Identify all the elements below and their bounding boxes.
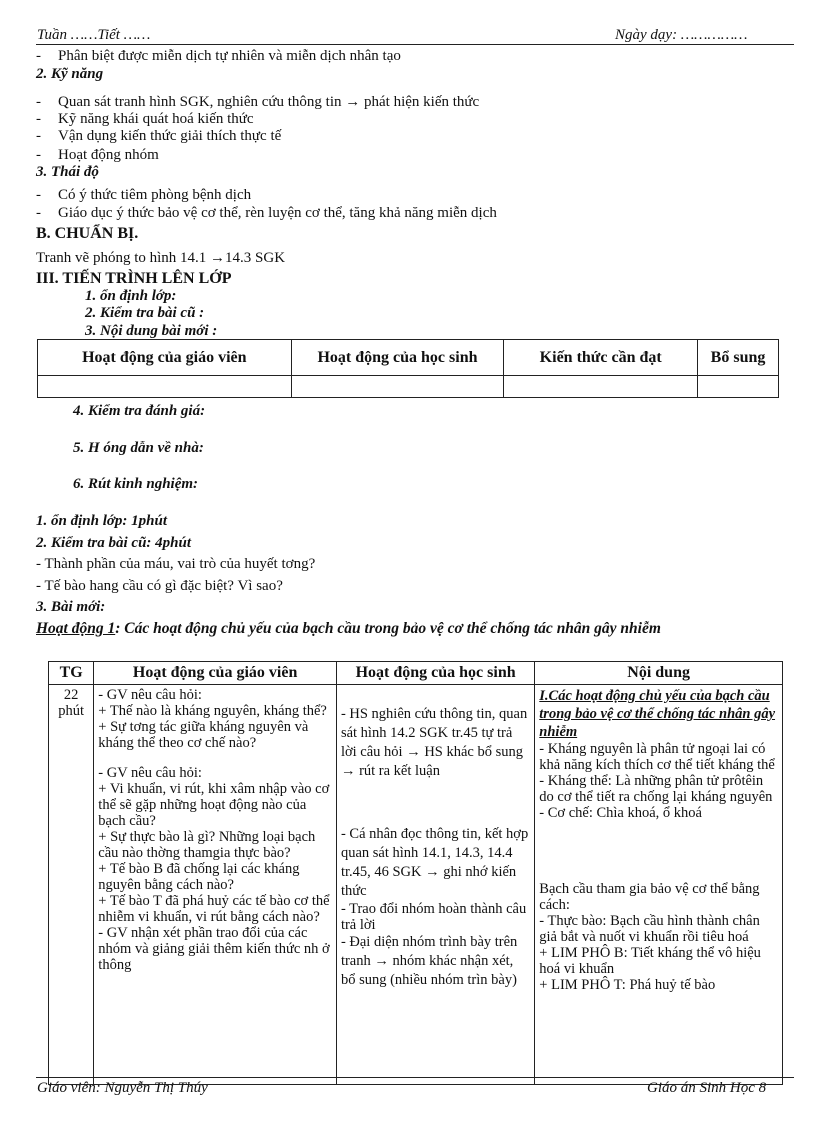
footer-subject: Giáo án Sinh Học 8 (647, 1080, 767, 1096)
table-header: Hoạt động của giáo viên (94, 662, 337, 685)
objective-item: - Phân biệt được miễn dịch tự nhiên và miễn dịch nhân tạo (36, 48, 401, 64)
skill-item: - Hoạt động nhóm (36, 147, 159, 163)
homework-heading: 5. H óng dẫn về nhà: (73, 440, 204, 456)
table-header: TG (49, 662, 94, 685)
review-question: - Tế bào hang cầu có gì đặc biệt? Vì sao? (36, 578, 283, 594)
lesson-step: 3. Bài mới: (36, 599, 106, 615)
time-cell: 22 phút (49, 685, 94, 1085)
prep-heading: B. CHUẨN BỊ. (36, 225, 139, 242)
table-header: Nội dung (535, 662, 783, 685)
content-cell: I.Các hoạt động chủ yếu của bạch cầu trong bảo vệ cơ thể chống tác nhân gây nhiễm - Kháng nguyên là phân tử ngoại lai có khả năng kích thích cơ thể tiết kháng thể - Kháng thể: Là những phân tử prôtêin do cơ thể tiết ra chống lại kháng nguyên - Cơ chế: Chìa khoá, ổ khoá Bạch cầu tham gia bảo vệ cơ thể bằng cách: - Thực bào: Bạch cầu hình thành chân giả bắt và nuốt vi khuẩn rồi tiêu hoá + LIM PHÔ B: Tiết kháng thể vô hiệu hoá vi khuẩn + LIM PHÔ T: Phá huỷ tế bào (535, 685, 783, 1085)
teacher-activity-cell: - GV nêu câu hỏi: + Thế nào là kháng nguyên, kháng thể? + Sự tơng tác giữa kháng nguyên và kháng thể theo cơ chế nào? - GV nêu câu hỏi: + Vi khuẩn, vi rút, khi xâm nhập vào cơ thể sẽ gặp những hoạt động nào của bạch cầu? + Sự thực bào là gì? Những loại bạch cầu nào thờng thamgia thực bào? + Tế bào B đã chống lại các kháng nguyên bằng cách nào? + Tế bào T đã phá huỷ các tế bào cơ thể nhiễm vi khuẩn, vi rút bằng cách nào? - GV nhận xét phần trao đổi của các nhóm và giảng giải thêm kiến thức nh ở thông (94, 685, 337, 1085)
review-question: - Thành phần của máu, vai trò của huyết tơng? (36, 556, 316, 572)
skill-item: - Vận dụng kiến thức giải thích thực tế (36, 128, 282, 144)
skill-item: - Kỹ năng khái quát hoá kiến thức (36, 111, 254, 127)
attitude-item: - Có ý thức tiêm phòng bệnh dịch (36, 187, 252, 203)
header-rule (36, 44, 794, 45)
table-header: Hoạt động của giáo viên (38, 340, 292, 376)
skill-item: - Quan sát tranh hình SGK, nghiên cứu thông tin → phát hiện kiến thức (36, 94, 480, 110)
attitude-item: - Giáo dục ý thức bảo vệ cơ thể, rèn luyện cơ thể, tăng khả năng miễn dịch (36, 205, 497, 221)
activity-table (48, 661, 783, 1085)
lesson-plan-table (37, 339, 779, 398)
process-step: 1. ổn định lớp: (85, 288, 177, 304)
activity-title: Hoạt động 1: Các hoạt động chủ yếu của bạch cầu trong bảo vệ cơ thể chống tác nhân gây nhiễm (36, 620, 661, 637)
table-header: Bổ sung (698, 340, 779, 376)
table-header: Hoạt động của học sinh (336, 662, 534, 685)
experience-heading: 6. Rút kinh nghiệm: (73, 476, 199, 492)
skills-heading: 2. Kỹ năng (36, 66, 104, 82)
prep-text: Tranh vẽ phóng to hình 14.1 →14.3 SGK (36, 250, 286, 266)
table-cell (38, 376, 292, 398)
process-step: 3. Nội dung bài mới : (85, 323, 218, 339)
footer-rule (36, 1077, 794, 1078)
process-step: 2. Kiểm tra bài cũ : (85, 305, 205, 321)
assessment-heading: 4. Kiểm tra đánh giá: (73, 403, 206, 419)
header-teaching-date: Ngày dạy: …………… (615, 27, 748, 43)
student-activity-cell: - HS nghiên cứu thông tin, quan sát hình 14.2 SGK tr.45 tự trả lời câu hỏi → HS khác bổ sung → rút ra kết luận - Cá nhân đọc thông tin, kết hợp quan sát hình 14.1, 14.3, 14.4 tr.45, 46 SGK → ghi nhớ kiến thức - Trao đổi nhóm hoàn thành câu trả lời - Đại diện nhóm trình bày trên tranh → nhóm khác nhận xét, bổ sung (nhiều nhóm trìn bày) (336, 685, 534, 1085)
lesson-step: 2. Kiểm tra bài cũ: 4phút (36, 535, 192, 551)
table-header: Kiến thức cần đạt (504, 340, 698, 376)
header-week-lesson: Tuần ……Tiết …… (37, 27, 151, 43)
table-cell (504, 376, 698, 398)
attitude-heading: 3. Thái độ (36, 164, 99, 180)
table-cell (291, 376, 504, 398)
process-heading: III. TIẾN TRÌNH LÊN LỚP (36, 270, 232, 287)
lesson-step: 1. ổn định lớp: 1phút (36, 513, 168, 529)
footer-teacher: Giáo viên: Nguyễn Thị Thúy (37, 1080, 208, 1096)
table-header: Hoạt động của học sinh (291, 340, 504, 376)
table-cell (698, 376, 779, 398)
